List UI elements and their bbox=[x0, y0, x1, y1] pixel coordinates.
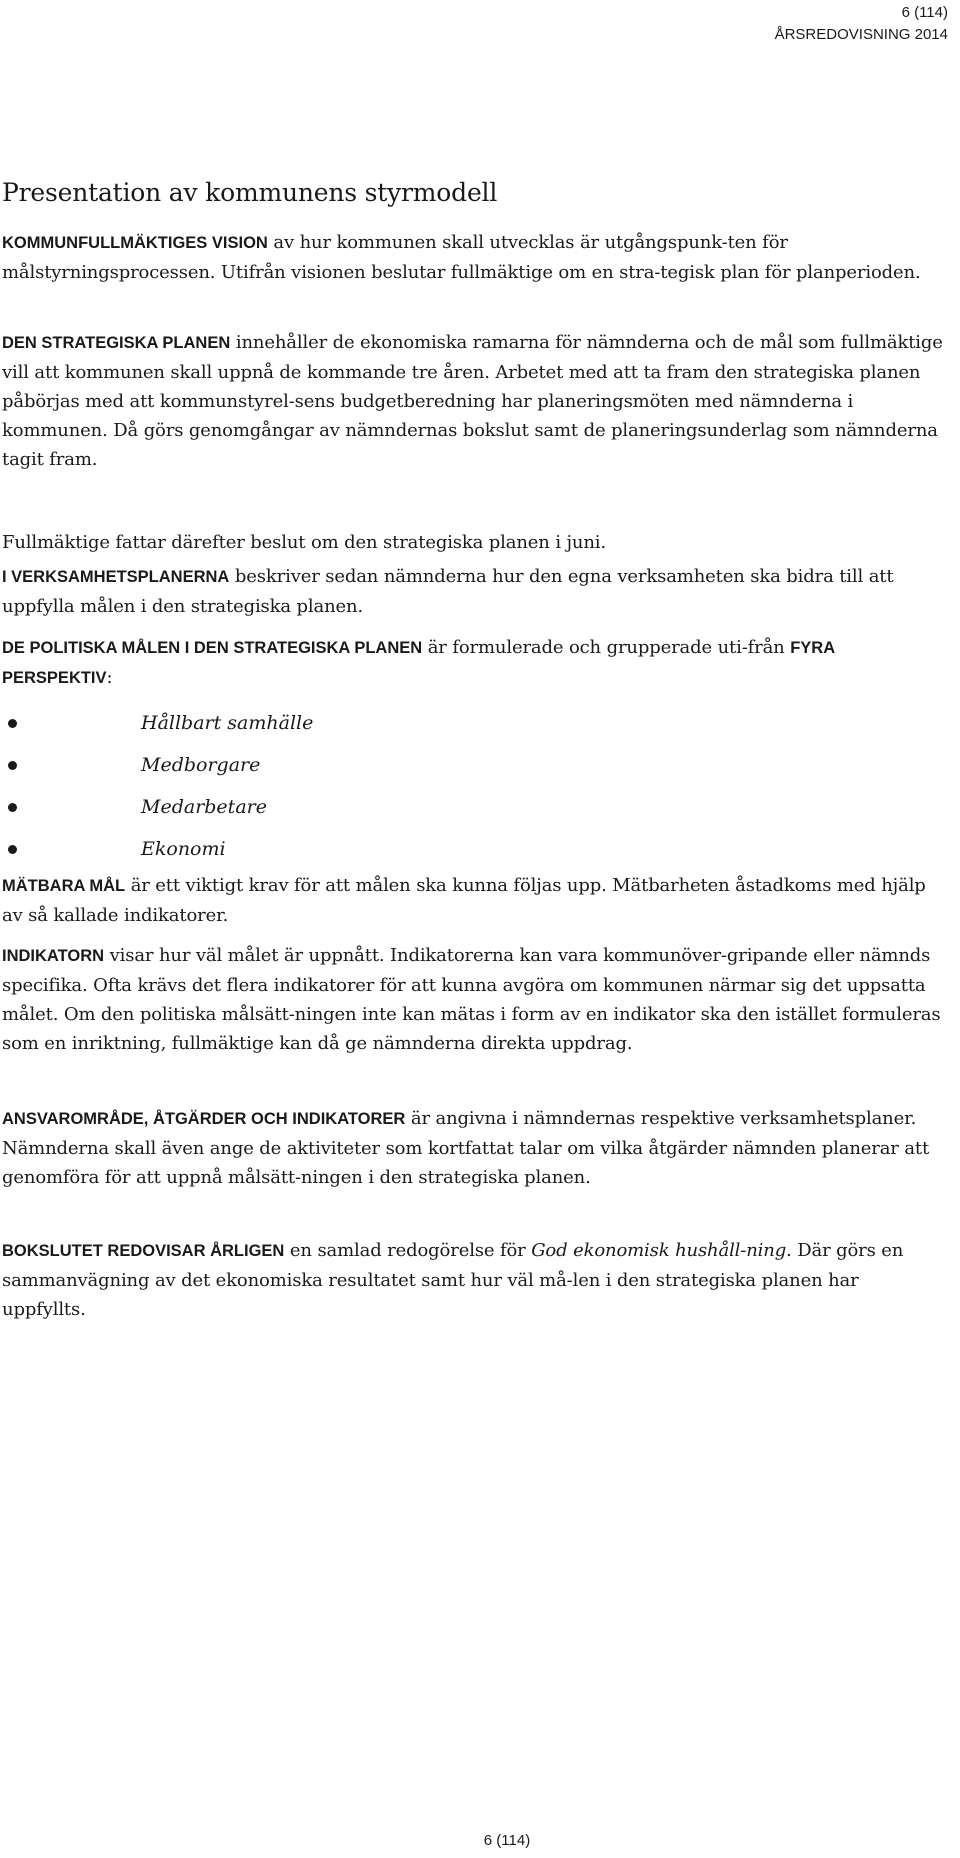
header-report-title: ÅRSREDOVISNING 2014 bbox=[774, 26, 948, 43]
page-title: Presentation av kommunens styrmodell bbox=[2, 178, 498, 207]
paragraph-text: är formulerade och grupperade uti-från bbox=[422, 637, 791, 658]
paragraph-text: är angivna i nämndernas respektive verksamhetsplaner. Nämnderna skall även ange de aktiviteter som kortfattat talar om vilka åtgärder nämnden planerar att genomföra för att uppnå målsätt-ningen i den strategiska planen. bbox=[2, 1108, 930, 1188]
paragraph-strategic-plan bbox=[2, 328, 947, 474]
bullet-icon bbox=[8, 761, 17, 770]
perspective-label: Hållbart samhälle bbox=[141, 712, 314, 734]
paragraph-operational-plans bbox=[2, 562, 947, 621]
paragraph-lead: ANSVAROMRÅDE, ÅTGÄRDER OCH INDIKATORER bbox=[2, 1110, 406, 1128]
paragraph-lead: INDIKATORN bbox=[2, 947, 105, 965]
paragraph-text: en samlad redogörelse för bbox=[284, 1240, 532, 1261]
paragraph-text-colon: : bbox=[106, 667, 113, 688]
paragraph-indicator bbox=[2, 941, 947, 1058]
paragraph-text: beskriver sedan nämnderna hur den egna verksamheten ska bidra till att uppfylla målen i den strategiska planen. bbox=[2, 566, 894, 617]
paragraph-lead: I VERKSAMHETSPLANERNA bbox=[2, 568, 230, 586]
paragraph-responsibility bbox=[2, 1104, 947, 1192]
bullet-icon bbox=[8, 845, 17, 854]
perspective-label: Medborgare bbox=[141, 754, 261, 776]
paragraph-lead-perspectives: FYRA PERSPEKTIV bbox=[2, 639, 835, 687]
paragraph-political-goals bbox=[2, 633, 947, 693]
paragraph-text-end: . Där görs en sammanvägning av det ekonomiska resultatet samt hur väl må-len i den strategiska planen har uppfyllts. bbox=[2, 1240, 904, 1320]
perspective-label: Medarbetare bbox=[141, 796, 267, 818]
paragraph-emphasis: God ekonomisk hushåll-ning bbox=[531, 1240, 787, 1261]
page-footer bbox=[0, 1832, 960, 1849]
paragraph-lead: KOMMUNFULLMÄKTIGES VISION bbox=[2, 234, 268, 252]
paragraph-lead: BOKSLUTET REDOVISAR ÅRLIGEN bbox=[2, 1242, 285, 1260]
paragraph-annual-report bbox=[2, 1236, 947, 1324]
paragraph-measurable-goals bbox=[2, 871, 947, 930]
paragraph-lead: DE POLITISKA MÅLEN I DEN STRATEGISKA PLANEN bbox=[2, 639, 423, 657]
bullet-icon bbox=[8, 719, 17, 728]
footer-page-number: 6 (114) bbox=[483, 1832, 531, 1849]
paragraph-text: visar hur väl målet är uppnått. Indikatorerna kan vara kommunöver-gripande eller nämnds specifika. Ofta krävs det flera indikatorer för att kunna avgöra om kommunen närmar sig det uppsatta målet. Om den politiska målsätt-ningen inte kan mätas i form av en indikator ska den istället formuleras som en inriktning, fullmäktige kan då ge nämnderna direkta uppdrag. bbox=[2, 945, 941, 1054]
paragraph-decision bbox=[2, 528, 947, 557]
paragraph-text: är ett viktigt krav för att målen ska kunna följas upp. Mätbarheten åstadkoms med hjälp av så kallade indikatorer. bbox=[2, 875, 926, 926]
paragraph-lead: MÄTBARA MÅL bbox=[2, 877, 126, 895]
paragraph-lead: DEN STRATEGISKA PLANEN bbox=[2, 334, 231, 352]
paragraph-text: av hur kommunen skall utvecklas är utgångspunk-ten för målstyrningsprocessen. Utifrån visionen beslutar fullmäktige om en stra-tegisk plan för planperioden. bbox=[2, 232, 921, 283]
paragraph-text: Fullmäktige fattar därefter beslut om den strategiska planen i juni. bbox=[2, 532, 606, 553]
header-page-number: 6 (114) bbox=[901, 4, 948, 21]
bullet-icon bbox=[8, 803, 17, 812]
paragraph-text: innehåller de ekonomiska ramarna för nämnderna och de mål som fullmäktige vill att kommunen skall uppnå de kommande tre åren. Arbetet med att ta fram den strategiska planen påbörjas med att kommunstyrel-sens budgetberedning har planeringsmöten med nämnderna i kommunen. Då görs genomgångar av nämndernas bokslut samt de planeringsunderlag som nämnderna tagit fram. bbox=[2, 332, 943, 470]
paragraph-vision bbox=[2, 228, 947, 287]
page-header bbox=[775, 2, 948, 46]
perspective-label: Ekonomi bbox=[141, 838, 226, 860]
